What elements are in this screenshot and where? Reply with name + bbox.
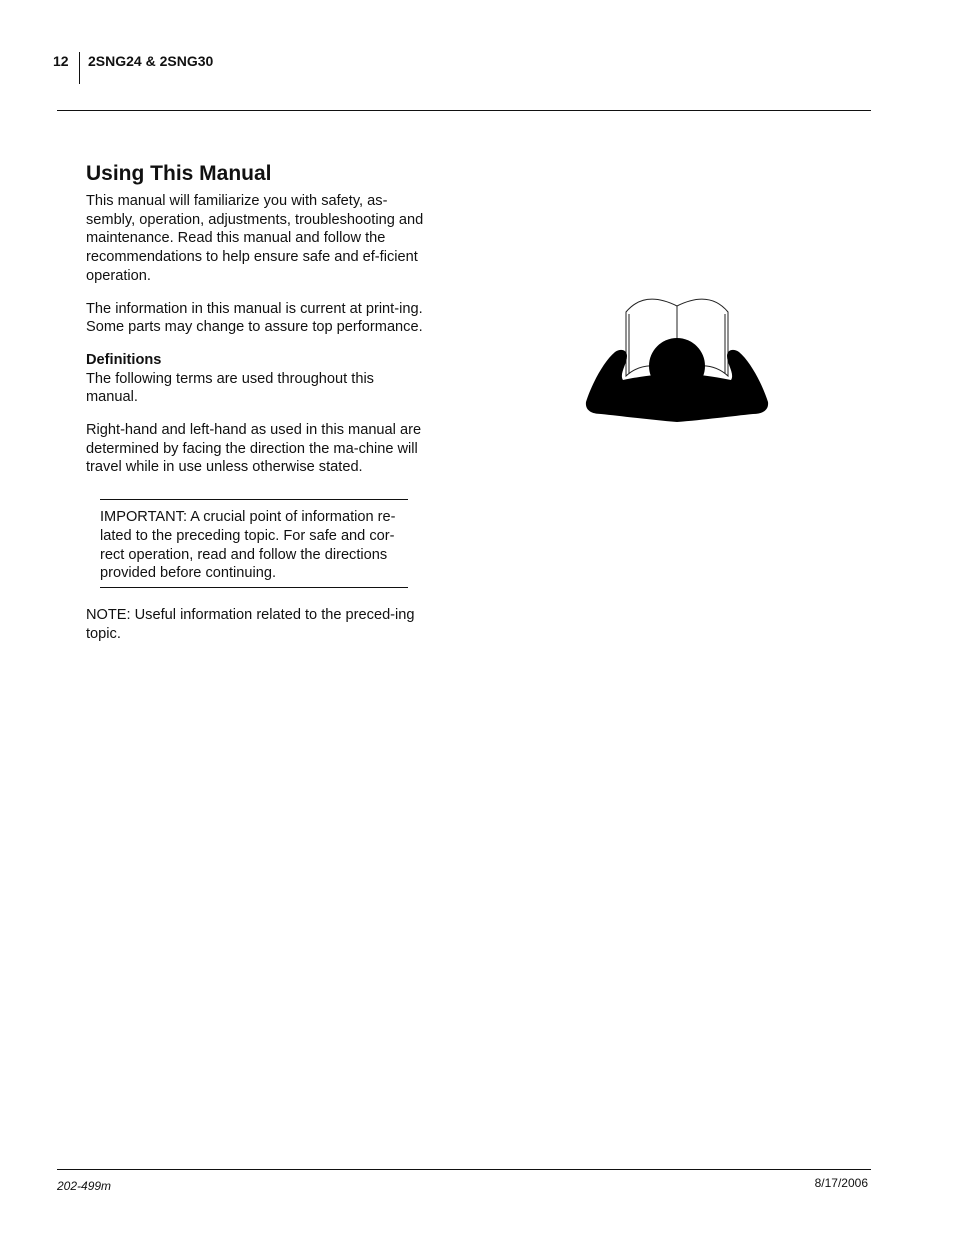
intro-paragraph-2: The information in this manual is current at print-ing. Some parts may change to assure top performance. [86, 300, 423, 336]
publication-date: 8/17/2006 [814, 1176, 868, 1190]
definitions-paragraph-1: The following terms are used throughout this manual. [86, 370, 374, 406]
page-number: 12 [53, 53, 69, 69]
header-rule [57, 110, 871, 111]
definitions-paragraph-2: Right-hand and left-hand as used in this manual are determined by facing the direction the ma-chine will travel while in use unless otherwise stated. [86, 422, 422, 476]
definitions-heading: Definitions [86, 351, 162, 368]
intro-paragraph-1: This manual will familiarize you with safety, as-sembly, operation, adjustments, troubleshooting and maintenance. Read this manual and follow the recommendations to help ensure safe and ef-ficient operation. [86, 193, 424, 284]
note-text: NOTE: Useful information related to the preced-ing topic. [86, 606, 415, 642]
document-number: 202-499m [57, 1179, 112, 1193]
footer-rule [57, 1169, 871, 1170]
model-title: 2SNG24 & 2SNG30 [88, 53, 214, 69]
content-column [86, 160, 428, 643]
section-title: Using This Manual [86, 162, 272, 185]
header-divider [79, 52, 80, 84]
person-reading-manual-icon [583, 290, 771, 426]
important-text: IMPORTANT: A crucial point of information re-lated to the preceding topic. For safe and cor-rect operation, read and follow the directions provided before continuing. [100, 509, 396, 582]
important-box [100, 499, 408, 588]
